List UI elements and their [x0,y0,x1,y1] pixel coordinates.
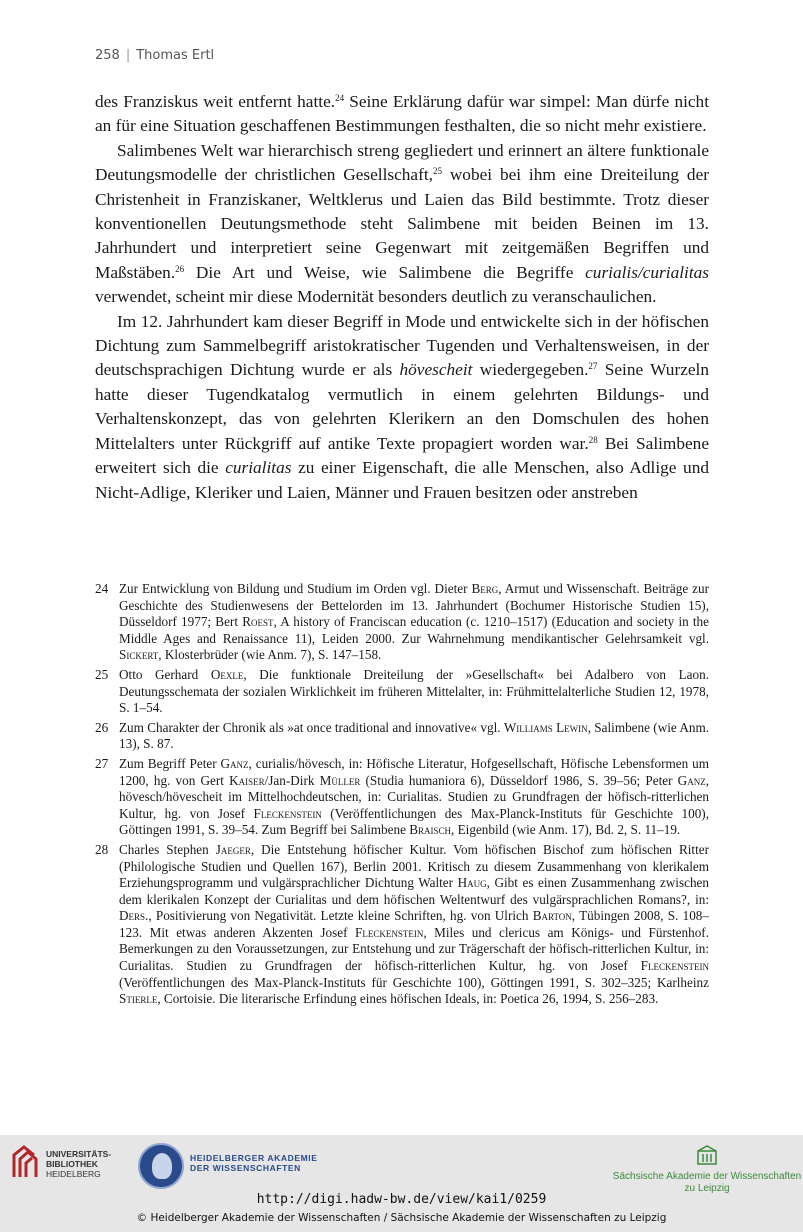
footnote-text: Zur Entwicklung von Bildung und Studium im Orden vgl. Dieter Berg, Armut und Wissenschaft. Beiträge zur Geschichte des Studienwesens der Bettelorden im 13. Jahrhundert (Bochumer Historische Studien 15), Düsseldorf 1977; Bert Roest, A history of Franciscan education (c. 1210–1517) (Education and society in the Middle Ages and Renaissance 11), Leiden 2000. Zur Wahrnehmung mendikantischer Gelehrsamkeit vgl. Sickert, Klosterbrüder (wie Anm. 7), S. 147–158. [119,581,709,663]
paragraph-2: Salimbenes Welt war hierarchisch streng gegliedert und erinnert an ältere funktionale Deutungsmodelle der christlichen Gesellschaft,$^{25}$ wobei bei ihm eine Dreiteilung der Christenheit in Franziskaner, Weltklerus und Laien das Bild bestimmte. Trotz dieser konventionellen Deutungsmethode steht Salimbene mit beiden Beinen im 13. Jahrhundert und interpretiert seine Gegenwart mit zeitgemäßen Begriffen und Maßstäben.$^{26}$ Die Art und Weise, wie Salimbene die Begriffe curialis/curialitas verwendet, scheint mir diese Modernität besonders deutlich zu veranschaulichen. [95,140,709,307]
footnote-24 [95,581,709,664]
footnote-ref-27: 27 [588,361,598,372]
footnote-ref-26: 26 [175,263,185,274]
saxon-academy-logo-icon [697,1145,717,1165]
footnote-text: Zum Charakter der Chronik als »at once traditional and innovative« vgl. Williams Lewin, Salimbene (wie Anm. 13), S. 87. [119,719,710,752]
permalink-url[interactable]: http://digi.hadw-bw.de/view/kai1/0259 [256,1192,547,1207]
footnote-28 [95,842,709,1008]
footnote-27 [95,756,709,839]
footnote-text: Otto Gerhard Oexle, Die funktionale Dreiteilung der »Gesellschaft« bei Adalbero von Laon. Deutungsschemata der sozialen Wirklichkeit im früheren Mittelalter, in: Frühmittelalterliche Studien 12, 1978, S. 1–54. [119,666,709,716]
footnote-ref-24: 24 [335,93,345,103]
footnote-number: 25 [95,666,109,682]
running-head [95,48,214,63]
footnote-number: 26 [95,719,109,735]
page-number: 258 [95,48,120,63]
university-library-name: UNIVERSITÄTS- BIBLIOTHEK HEIDELBERG [46,1149,112,1179]
footnote-26 [95,720,709,753]
footnotes [95,581,709,1011]
footnote-number: 24 [95,581,109,596]
header-separator: | [125,48,131,63]
footnote-ref-28: 28 [588,434,598,445]
footnote-text: Charles Stephen Jaeger, Die Entstehung höfischer Kultur. Vom höfischen Bischof zum höfischen Ritter (Philologische Studien und Quellen 167), Berlin 2001. Kritisch zu diesem Zusammenhang von klerikalem Erziehungsprogramm und vulgärsprachlicher Dichtung Walter Haug, Gibt es einen Zusammenhang zwischen dem klerikalen Konzept der Curialitas und dem höfischen Weltentwurf des vulgärsprachlichen Romans?, in: Ders., Positivierung von Negativität. Letzte kleine Schriften, hg. von Ulrich Barton, Tübingen 2008, S. 108–123. Mit etwas anderen Akzenten Josef Fleckenstein, Miles und clericus am Königs- und Fürstenhof. Bemerkungen zu den Voraussetzungen, zur Entstehung und zur Trägerschaft der höfisch-ritterlichen Kultur, in: Curialitas. Studien zu Grundfragen der höfisch-ritterlichen Kultur, hg. von Josef Fleckenstein (Veröffentlichungen des Max-Planck-Instituts für Geschichte 100), Göttingen 1991, S. 302–325; Karlheinz Stierle, Cortoisie. Die literarische Erfindung eines höfischen Ideals, in: Poetica 26, 1994, S. 256–283. [119,841,710,1007]
footnote-number: 27 [95,755,109,771]
running-head-author: Thomas Ertl [136,48,215,63]
academy-seal-icon [138,1143,184,1189]
university-library-logo-icon [10,1141,46,1181]
footnote-number: 28 [95,841,109,857]
footnote-ref-25: 25 [432,166,442,177]
saxon-academy-name: Sächsische Akademie der Wissenschaften zu Leipzig [612,1171,802,1194]
copyright-notice: © Heidelberger Akademie der Wissenschaften / Sächsische Akademie der Wissenschaften zu Leipzig [136,1212,667,1224]
heidelberg-academy-name: HEIDELBERGER AKADEMIE DER WISSENSCHAFTEN [190,1153,318,1173]
paragraph-1: des Franziskus weit entfernt hatte.$^{24}$ Seine Erklärung dafür war simpel: Man dürfe nicht an für eine Situation geschaffenen Bestimmungen festhalten, die so nicht mehr existiere. [95,92,709,136]
main-text [95,90,709,505]
footnote-25 [95,667,709,717]
footnote-text: Zum Begriff Peter Ganz, curialis/hövesch, in: Höfische Literatur, Hofgesellschaft, Höfische Lebensformen um 1200, hg. von Gert Kaiser/Jan-Dirk Müller (Studia humaniora 6), Düsseldorf 1986, S. 39–56; Peter Ganz, hövesch/hövescheit im Mittelhochdeutschen, in: Curialitas. Studien zu Grundfragen der höfisch-ritterlichen Kultur, hg. von Josef Fleckenstein (Veröffentlichungen des Max-Planck-Instituts für Geschichte 100), Göttingen 1991, S. 39–54. Zum Begriff bei Salimbene Braisch, Eigenbild (wie Anm. 17), Bd. 2, S. 11–19. [119,755,709,838]
paragraph-3: Im 12. Jahrhundert kam dieser Begriff in Mode und entwickelte sich in der höfischen Dichtung zum Sammelbegriff aristokratischer Tugenden und Verhaltensweisen, in der deutschsprachigen Dichtung wurde er als hövescheit wiedergegeben.$^{27}$ Seine Wurzeln hatte dieser Tugendkatalog vermutlich in einem gelehrten Bildungs- und Verhaltenskonzept, das von gelehrten Klerikern an den Domschulen des hohen Mittelalters unter Rückgriff auf antike Texte propagiert worden war.$^{28}$ Bei Salimbene erweitert sich die curialitas zu einer Eigenschaft, die alle Menschen, also Adlige und Nicht-Adlige, Kleriker und Laien, Männer und Frauen besitzen oder anstreben [95,311,709,502]
